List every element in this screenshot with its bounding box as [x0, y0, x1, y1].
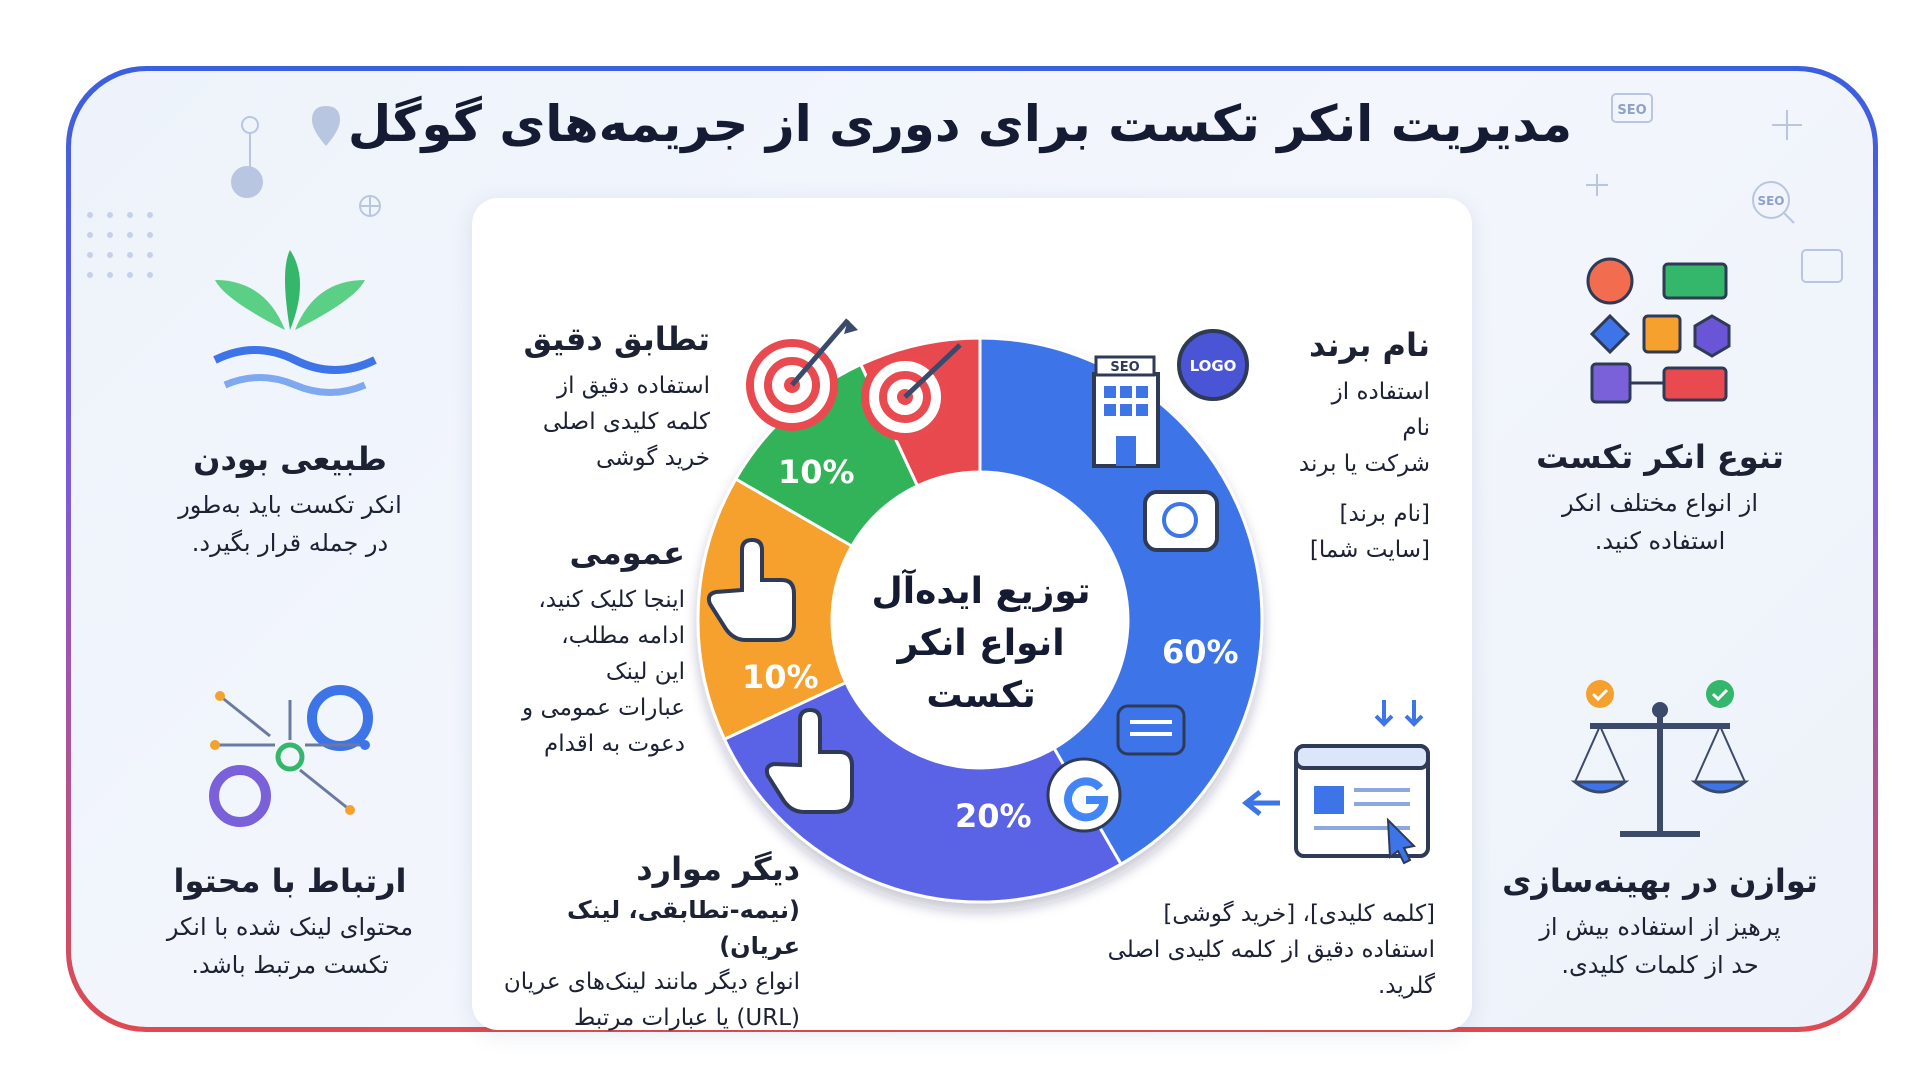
label-brand-example-2: [سایت شما] [1309, 537, 1430, 563]
side-variety-title: تنوع انکر تکست [1536, 438, 1784, 476]
center-title-line1: توزیع ایده‌آل [871, 571, 1091, 612]
label-generic-desc-1: اینجا کلیک کنید، [538, 587, 685, 613]
keyword-note-2: استفاده دقیق از کلمه کلیدی اصلی [1107, 937, 1435, 963]
pct-label-brand: 60% [1162, 633, 1239, 671]
label-generic-desc-5: دعوت به اقدام [544, 731, 685, 757]
balance-scale-icon [1575, 680, 1745, 834]
shapes-variety-icon [1588, 259, 1729, 402]
label-exact-title: تطابق دقیق [523, 320, 710, 358]
label-brand-example-1: [نام برند] [1339, 501, 1430, 527]
page-title: مدیریت انکر تکست برای دوری از جریمه‌های گوگل [347, 95, 1573, 153]
seo-magnifier-label: SEO [1757, 194, 1785, 208]
side-variety [1510, 438, 1810, 560]
label-brand-desc-1: استفاده از [1331, 379, 1430, 405]
label-exact-desc-2: کلمه کلیدی اصلی [542, 409, 710, 435]
side-balance [1500, 862, 1820, 984]
keyword-note-3: گلرید. [1377, 973, 1435, 999]
side-relevance [140, 862, 440, 984]
label-generic-desc-4: عبارات عمومی و [522, 695, 685, 721]
side-natural-line-1: انکر تکست باید به‌طور [178, 491, 402, 519]
side-balance-line-2: حد از کلمات کلیدی. [1561, 951, 1759, 979]
side-natural [150, 440, 430, 562]
label-generic-desc-3: این لینک [605, 659, 685, 685]
logo-label: LOGO [1189, 357, 1237, 375]
label-other-desc-2: (URL) یا عبارات مرتبط [574, 1005, 800, 1031]
side-balance-title: توازن در بهینه‌سازی [1502, 862, 1818, 900]
label-generic-desc-2: ادامه مطلب، [561, 623, 685, 649]
label-other-title: دیگر موارد [636, 850, 800, 888]
gear-network-icon [210, 690, 370, 822]
side-variety-line-2: استفاده کنید. [1594, 527, 1726, 555]
label-brand-desc-2: نام [1402, 415, 1430, 441]
label-brand-desc-3: شرکت یا برند [1298, 451, 1430, 477]
side-natural-title: طبیعی بودن [193, 440, 387, 478]
seo-badge-label: SEO [1617, 103, 1647, 118]
leaf-wave-icon [215, 250, 375, 393]
building-seo-label: SEO [1110, 360, 1140, 375]
label-generic-title: عمومی [569, 534, 685, 572]
label-exact-desc-3: خرید گوشی [596, 445, 710, 471]
label-brand-title: نام برند [1308, 326, 1430, 364]
label-exact-desc-1: استفاده دقیق از [556, 373, 710, 399]
side-natural-line-2: در جمله قرار بگیرد. [191, 529, 389, 557]
pct-label-generic: 10% [742, 658, 819, 696]
side-variety-line-1: از انواع مختلف انکر [1561, 489, 1759, 517]
keyword-note-1: [کلمه کلیدی]، [خرید گوشی] [1163, 901, 1435, 927]
label-other-subtitle: (نیمه-تطابقی، لینک عریان) [566, 896, 800, 960]
side-relevance-title: ارتباط با محتوا [173, 862, 407, 900]
pct-label-exact: 10% [778, 453, 855, 491]
side-relevance-line-1: محتوای لینک شده با انکر [166, 913, 414, 941]
label-other-desc-1: انواع دیگر مانند لینک‌های عریان [503, 969, 800, 995]
side-relevance-line-2: تکست مرتبط باشد. [191, 951, 389, 979]
pct-label-other: 20% [955, 797, 1032, 835]
center-title-line2: انواع انکر تکست [897, 623, 1065, 716]
side-balance-line-1: پرهیز از استفاده بیش از [1539, 913, 1781, 941]
